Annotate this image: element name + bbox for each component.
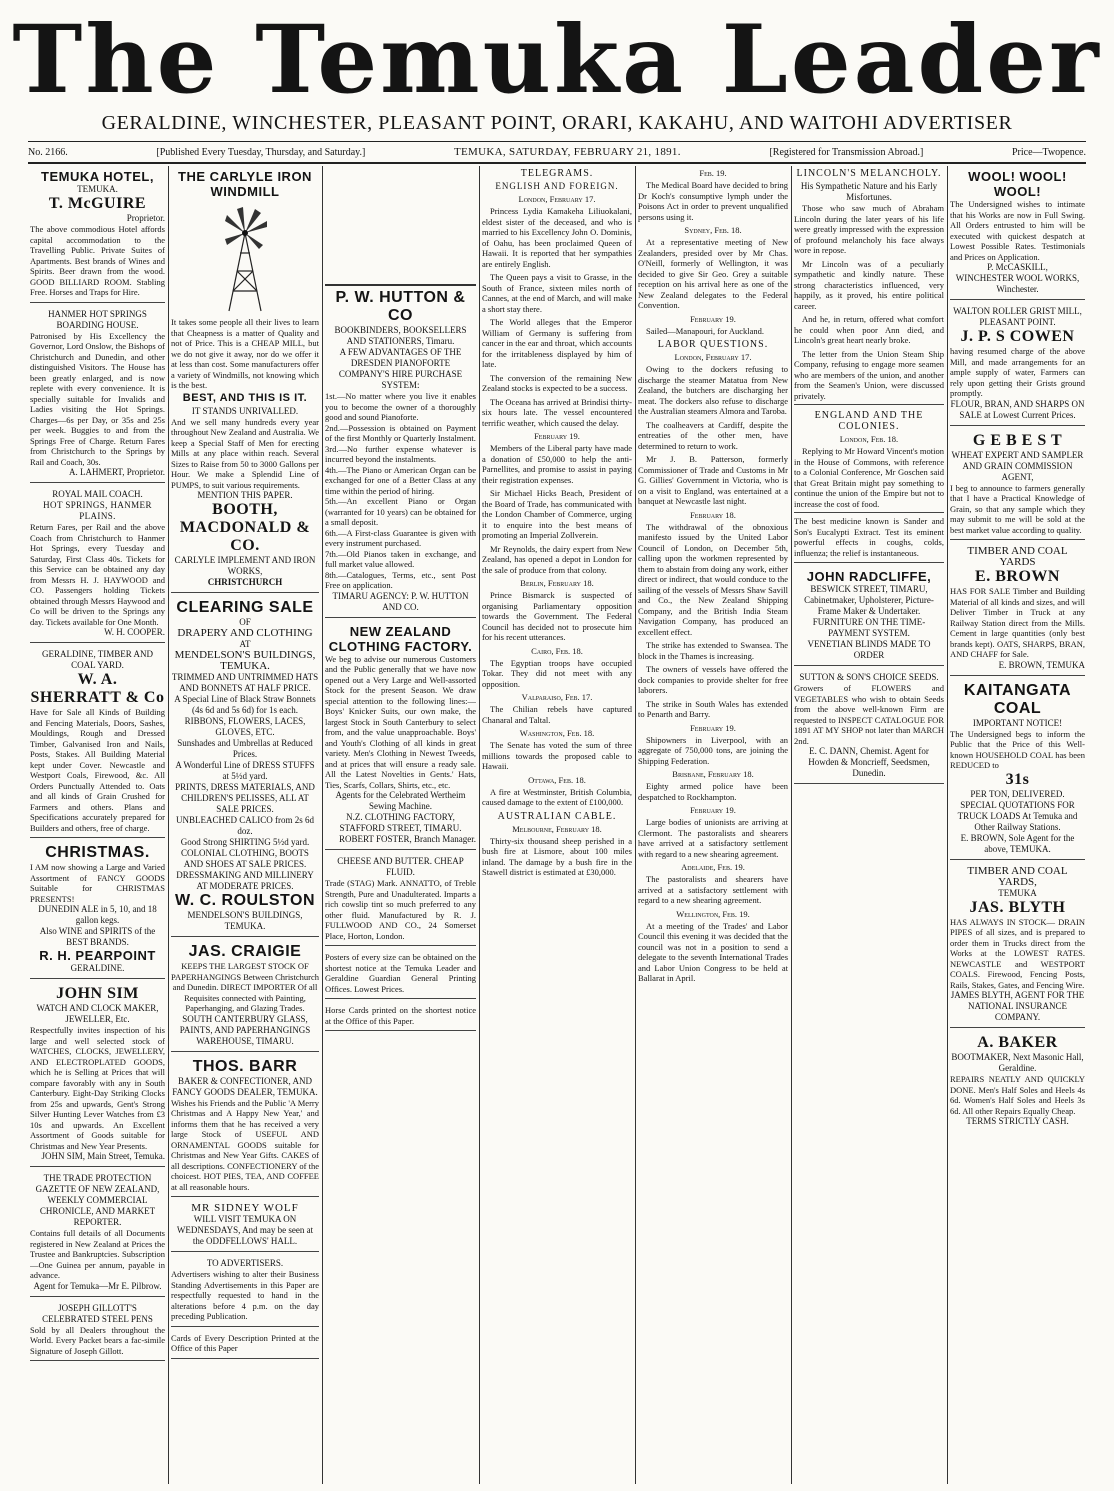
sale-item: PRINTS, DRESS MATERIALS, AND CHILDREN'S PELISSES, ALL AT SALE PRICES.: [175, 782, 315, 814]
hutton-item: 8th.—Catalogues, Terms, etc., sent Post Free on application.: [325, 569, 476, 590]
ad-heading: THOS. BARR: [192, 1057, 298, 1075]
ad-body: The Undersigned wishes to intimate that his Works are now in Full Swing. All Orders entrusted to him will be executed with quickest despatch at Lowest Possible Rates. Testimonials and Prices on Application.: [950, 199, 1085, 262]
lincoln-article: [794, 168, 944, 401]
column-5: [638, 166, 788, 1484]
sanders-eucalypti-ad: [794, 512, 944, 563]
newspaper-subtitle: GERALDINE, WINCHESTER, PLEASANT POINT, ORARI, KAKAHU, AND WAITOHI ADVERTISER: [101, 112, 1013, 134]
story-text: The strike has extended to Swansea. The block in the Thames is increasing.: [638, 640, 788, 661]
windmill-ad-continuation: [325, 166, 476, 284]
ad-body: The best medicine known is Sander and Son's Eucalypti Extract. Test its eminent powerful effects in coughs, colds, influenza; the relief is instantaneous.: [794, 516, 944, 558]
ad-body: Sold by all Dealers throughout the World. Every Packet bears a fac-simile Signature of Joseph Gillott.: [30, 1324, 165, 1356]
article-paragraph: The letter from the Union Steam Ship Company, refusing to engage more seamen who are members of the union, and another from the Seamen's Union, were discussed privately.: [794, 348, 944, 401]
column-divider: [168, 166, 169, 1484]
ad-body: Contains full details of all Documents registered in New Zealand at Prices the Trustee and Bankruptcies. Subscription—One Guinea per annum, payable in advance.: [30, 1228, 165, 1280]
to-advertisers-notice: [171, 1255, 319, 1327]
cheese-butter-ad: [325, 853, 476, 946]
story-dateline: Ottawa, Feb. 18.: [528, 774, 586, 785]
ad-place: SOUTH CANTERBURY GLASS, PAINTS, AND PAPERHANGINGS WAREHOUSE, TIMARU.: [179, 1013, 311, 1046]
ad-note: MENTION THIS PAPER.: [197, 490, 293, 500]
story-dateline: February 19.: [690, 722, 736, 733]
ad-owner: JAS. BLYTH: [969, 898, 1066, 916]
kaitangata-coal-ad: [950, 679, 1085, 860]
dateline: [28, 143, 1086, 161]
ad-notice: IMPORTANT NOTICE!: [972, 717, 1063, 728]
cards-notice: [171, 1330, 319, 1359]
ad-heading: KAITANGATA COAL: [963, 681, 1072, 717]
story-dateline: Adelaide, Feb. 19.: [681, 862, 745, 872]
column-1: [30, 166, 165, 1484]
ad-heading: TIMBER AND COAL YARDS: [967, 545, 1068, 568]
ad-company: BOOTH, MACDONALD & CO.: [179, 501, 311, 554]
ad-name: N.Z. CLOTHING FACTORY,: [346, 812, 455, 822]
story-text: The pastoralists and shearers have arrived at a satisfactory settlement with regard to a new shearing agreement.: [638, 874, 788, 905]
ad-subheading: WATCH AND CLOCK MAKER, JEWELLER, Etc.: [36, 1003, 159, 1024]
ad-owner: E. BROWN: [975, 568, 1060, 585]
story-text: At a meeting of the Trades' and Labor Council this evening it was decided that the council was not in a position to send a delegate to the seventh International Trades and Labor Union Congress to be held at Ballarat in April.: [638, 920, 788, 983]
story-text: The Senate has voted the sum of three millions towards the proposed cable to Hawaii.: [482, 740, 632, 771]
ad-owner: E. C. DANN, Chemist. Agent for Howden & Moncrieff, Seedsmen, Dunedin.: [808, 746, 930, 778]
ad-place: WINCHESTER WOOL WORKS, Winchester.: [955, 273, 1080, 294]
story-dateline: Sydney, Feb. 18.: [684, 225, 742, 235]
story-text: The Medical Board have decided to bring Dr Koch's consumptive lymph under the Poisons Act in order to prevent unqualified persons using it.: [638, 180, 788, 222]
story-text: The Egyptian troops have occupied Tokar. They did not meet with any opposition.: [482, 657, 632, 689]
ad-heading: TIMBER AND COAL YARDS,: [967, 864, 1068, 888]
hanmer-springs-ad: [30, 306, 165, 484]
ad-subheading: DRAPERY AND CLOTHING: [177, 627, 313, 639]
hutton-item: 5th.—An excellent Piano or Organ (warranted for 10 years) can be obtained for a small deposit.: [325, 496, 476, 527]
story-text: Prince Bismarck is suspected of organising Parliamentary opposition towards the Government. The Federal Council has decided not to prosecute him for his recent utterances.: [482, 590, 632, 642]
ad-body: Advertisers wishing to alter their Business Standing Advertisements in this Paper are respectfully requested to hand in the alterations before 4 p.m. on the day preceding Publication.: [171, 1269, 319, 1321]
royal-mail-coach-ad: [30, 486, 165, 643]
ad-body: Respectfully invites inspection of his large and well selected stock of WATCHES, CLOCKS, JEWELLERY, AND ELECTROPLATED GOODS, which he is Selling at Prices that will compare favorably with any in South Canterbury. Eight-Day Striking Clocks from 25s and upwards, Gent's Strong Silver Hunting Lever Watches from £3 10s and upwards. An Excellent Assortment of Goods suitable for Christmas and New Year Presents.: [30, 1025, 165, 1151]
newspaper-title: The Temuka Leader: [12, 5, 1102, 115]
ad-subheading: WHEAT EXPERT AND SAMPLER AND GRAIN COMMISSION AGENT,: [951, 449, 1084, 482]
ad-line: FLOUR, BRAN, AND SHARPS ON SALE at Lowest Current Prices.: [950, 398, 1085, 420]
story-text: Large bodies of unionists are arriving at Clermont. The pastoralists and shearers have arrived at a satisfactory settlement with regard to a new shearing agreement.: [638, 817, 788, 859]
story-text: Eighty armed police have been despatched to Rockhampton.: [638, 781, 788, 802]
ad-body: HAS FOR SALE Timber and Building Material of all kinds and sizes, and will Deliver Timber in Truck at any Railway Station direct from the Mills. Cement in large quantities (only best brands kept). OATS, SHARPS, BRAN, AND CHAFF for Sale.: [950, 586, 1085, 659]
ad-place: GERALDINE.: [70, 963, 125, 973]
ad-heading: THE TRADE PROTECTION GAZETTE OF NEW ZEALAND, WEEKLY COMMERCIAL CHRONICLE, AND MARKET REPORTER.: [35, 1173, 160, 1227]
publication-days: [Published Every Tuesday, Thursday, and Saturday.]: [156, 146, 366, 158]
article-heading: ENGLAND AND THE COLONIES.: [814, 410, 924, 432]
story-dateline: February 18.: [690, 509, 736, 520]
ad-owner: A. LAHMERT, Proprietor.: [68, 467, 165, 477]
sale-item: TRIMMED AND UNTRIMMED HATS AND BONNETS AT HALF PRICE.: [171, 672, 319, 693]
story-dateline: London, February 17.: [518, 194, 596, 204]
masthead-rule: [28, 141, 1086, 142]
article-heading: LINCOLN'S MELANCHOLY.: [796, 168, 942, 179]
wool-ad: [950, 166, 1085, 300]
story-dateline: Valparaiso, Feb. 17.: [521, 692, 593, 702]
ad-body: The above commodious Hotel affords capital accommodation to the Travelling Public. Private Suites of Apartments. Best brands of Wines and Spirits. Beer drawn from the wood. GOOD BILLIARD ROOM. Stabling Free. Horses and Traps for Hire.: [30, 224, 165, 297]
e-brown-timber-ad: [950, 543, 1085, 676]
telegram-stories: [482, 194, 632, 878]
a-baker-ad: [950, 1031, 1085, 1131]
sale-item: A Wonderful Line of DRESS STUFFS at 5½d yard.: [175, 760, 315, 781]
sale-item: Sunshades and Umbrellas at Reduced Prices.: [177, 738, 313, 759]
column-divider: [947, 166, 948, 1484]
ad-owner: W. H. COOPER.: [104, 627, 165, 637]
story-text: Mr J. B. Patterson, formerly Commissioner of Trade and Customs in Mr G. Gillies' Government in Victoria, who is on a visit to England, was entertained at a banquet at Newcastle last night.: [638, 454, 788, 506]
column-divider: [791, 166, 792, 1484]
nz-clothing-factory-ad: [325, 621, 476, 851]
ad-owner: J. P. S COWEN: [960, 328, 1075, 345]
story-text: The Chilian rebels have captured Chanaral and Taltal.: [482, 704, 632, 725]
sale-item: A Special Line of Black Straw Bonnets (4s 6d and 5s 6d) for 1s each.: [174, 694, 316, 715]
ad-subheading: BAKER & CONFECTIONER, AND FANCY GOODS DEALER, TEMUKA.: [172, 1075, 318, 1097]
hutton-item: 2nd.—Possession is obtained on Payment of the first Monthly or Quarterly Instalment.: [325, 422, 476, 443]
ad-body: The Undersigned begs to inform the Public that the Price of this Well-known HOUSEHOLD COAL has been REDUCED to: [950, 728, 1085, 770]
ad-place: TEMUKA.: [77, 184, 118, 194]
john-radcliffe-ad: [794, 566, 944, 666]
sale-item: UNBLEACHED CALICO from 2s 6d doz.: [176, 815, 314, 836]
ad-line: SPECIAL QUOTATIONS FOR TRUCK LOADS At Temuka and Other Railway Stations.: [957, 799, 1078, 832]
thos-barr-ad: [171, 1055, 319, 1198]
ad-agent: Agents for the Celebrated Wertheim Sewing Machine.: [335, 790, 466, 811]
ad-body: Growers of FLOWERS and VEGETABLES who wish to obtain Seeds from the above well-known Firm are requested to INSPECT CATALOGUE FOR 1891 AT MY SHOP not later than MARCH 2nd.: [794, 683, 944, 746]
column-2: [171, 166, 319, 1484]
ad-heading: JOHN RADCLIFFE,: [806, 569, 932, 584]
story-dateline: Cairo, Feb. 18.: [531, 645, 583, 656]
jas-blyth-ad: [950, 863, 1085, 1029]
price: Price—Twopence.: [1011, 146, 1086, 158]
article-paragraph: Replying to Mr Howard Vincent's motion in the House of Commons, with reference to a Colonial Conference, Mr Goschen said that Great Britain might pay something to continue the union of the Empire but not to increase the cost of food.: [794, 446, 944, 509]
ad-heading: WALTON ROLLER GRIST MILL, PLEASANT POINT.: [953, 306, 1082, 327]
ad-body: It takes some people all their lives to learn that Cheapness is a matter of Quality and not of Price. This is a CHEAP MILL, but we do not give it away, nor do we offer it at less than cost. Some manufacturers offer a variety of Windmills, not knowing which is the best.: [171, 317, 319, 390]
ad-agent: Agent for Temuka—Mr E. Pilbrow.: [33, 1280, 162, 1291]
ad-owner: JOHN SIM, Main Street, Temuka.: [41, 1151, 165, 1161]
ad-body: Wishes his Friends and the Public 'A Merry Christmas and A Happy New Year,' and informs them that he has received a very large Stock of USEFUL AND ORNAMENTAL GOODS suitable for Christmas and New Year Gifts. CAKES of all descriptions. CONFECTIONERY of the choicest. HOT PIES, TEA, AND COFFEE at all reasonable hours.: [171, 1097, 319, 1192]
ad-heading: JAS. CRAIGIE: [188, 943, 302, 960]
temuka-hotel-ad: [30, 166, 165, 303]
story-dateline: February 19.: [690, 313, 736, 324]
story-dateline: Wellington, Feb. 19.: [676, 908, 750, 919]
column-divider: [635, 166, 636, 1484]
ad-heading: JOHN SIM: [56, 985, 139, 1002]
john-sim-ad: [30, 982, 165, 1167]
ad-slogan: BEST, AND THIS IS IT.: [182, 391, 308, 404]
ad-heading: CLEARING SALE: [176, 599, 314, 616]
ad-body: having resumed charge of the above Mill, and made arrangements for an ample supply of water, Farmers can rely upon getting their Grists ground promptly.: [950, 346, 1085, 398]
ad-body: WILL VISIT TEMUKA ON WEDNESDAYS, And may be seen at the ODDFELLOWS' HALL.: [176, 1214, 314, 1246]
issue-number: No. 2166.: [28, 146, 68, 158]
ad-heading: SUTTON & SON'S CHOICE SEEDS.: [799, 672, 939, 682]
story-text: Sir Michael Hicks Beach, President of the Board of Trade, has communicated with the London Chamber of Commerce, urging it to enquire into the best means of promoting an Imperial Zollverein.: [482, 488, 632, 540]
ad-line: VENETIAN BLINDS MADE TO ORDER: [807, 639, 931, 660]
ad-owner: P. McCASKILL,: [987, 262, 1048, 272]
story-dateline: Feb. 19.: [699, 168, 727, 178]
ad-body: I AM now showing a Large and Varied Assortment of FANCY GOODS Suitable for CHRISTMAS PRESENTS!: [30, 862, 165, 904]
ge-best-ad: [950, 429, 1085, 541]
posters-notice: [325, 949, 476, 999]
windmill-illustration: [215, 203, 275, 313]
ad-place: CHRISTCHURCH: [207, 577, 283, 587]
hutton-item: 4th.—The Piano or American Organ can be exchanged for one of a Better Class at any time within the period of hiring.: [325, 464, 476, 496]
story-dateline: London, February 17.: [674, 352, 752, 362]
news-stories: [638, 168, 788, 984]
sutton-seeds-ad: [794, 669, 944, 784]
story-text: The World alleges that the Emperor William of Germany is suffering from cancer in the ear and throat, which accounts for the irritableness displayed by him of late.: [482, 317, 632, 369]
ad-heading: G E B E S T: [972, 431, 1063, 449]
christmas-ad: [30, 841, 165, 979]
ad-heading: P. W. HUTTON & CO: [335, 289, 466, 324]
ad-line: DUNEDIN ALE in 5, 10, and 18 gallon kegs.: [38, 904, 157, 925]
horse-cards-notice: [325, 1002, 476, 1031]
ad-body: I beg to announce to farmers generally that I have a Practical Knowledge of Grain, so that any sample which they may submit to me will be sold at the best market value according to quality.: [950, 482, 1085, 535]
story-text: Members of the Liberal party have made a donation of £50,000 to help the anti-Parnellites, and promise to assist in paying their registration expenses.: [482, 443, 632, 485]
ad-body: HAS ALWAYS IN STOCK— DRAIN PIPES of all sizes, and is prepared to order them in Trucks direct from the Works at the LOWEST RATES. NEWCASTLE and WESTPORT COALS. Firewood, Fencing Posts, Rails, Stakes, Gates, and Fencing Wire.: [950, 916, 1085, 990]
column-divider: [322, 166, 323, 1484]
hutton-item: 1st.—No matter where you live it enables you to become the owner of a thoroughly good and sound Pianoforte.: [325, 391, 476, 422]
ad-body: Horse Cards printed on the shortest notice at the Office of this Paper.: [325, 1005, 476, 1026]
ad-heading: MR SIDNEY WOLF: [191, 1202, 299, 1214]
article-paragraph: Those who saw much of Abraham Lincoln during the later years of his life were greatly impressed with the expression of profound melancholy his face always wore in repose.: [794, 203, 944, 255]
section-heading: TELEGRAMS.: [520, 168, 594, 179]
sale-item: DRESSMAKING AND MILLINERY AT MODERATE PRICES.: [176, 870, 314, 891]
issue-date: TEMUKA, SATURDAY, FEBRUARY 21, 1891.: [454, 146, 681, 158]
trade-gazette-ad: [30, 1170, 165, 1297]
ad-agent: E. BROWN, Sole Agent for the above, TEMUKA.: [960, 832, 1075, 854]
story-text: Princess Lydia Kamakeha Liliuokalani, eldest sister of the deceased, and who is married to his Excellency John O. Dominis, of Oahu, has been proclaimed Queen of Hawaii. It is reported that her sympathies are entirely English.: [482, 206, 632, 269]
ad-heading: GERALDINE, TIMBER AND COAL YARD.: [41, 649, 154, 670]
story-text: The conversion of the remaining New Zealand stocks is expected to be a success.: [482, 372, 632, 393]
ad-unit: PER TON, DELIVERED.: [970, 788, 1065, 799]
ad-line: FURNITURE ON THE TIME-PAYMENT SYSTEM.: [812, 617, 926, 638]
ad-body: Patronised by His Excellency the Governor, Lord Onslow, the Bishops of Christchurch and Dunedin, and other distinguished Visitors. The House has been greatly enlarged, and is now replete with every convenience. It is specially suitable for Invalids and Ladies visiting the Hot Springs. Charges—6s per Day, or 35s and 25s per week. Buggies to and from the Springs Free of Charge. Return Fares from Christchurch to the Springs by Rail and Coach, 30s.: [30, 330, 165, 467]
ad-role: Proprietor.: [126, 213, 165, 223]
ad-heading: CHRISTMAS.: [45, 844, 150, 861]
ad-place: TEMUKA: [998, 887, 1037, 898]
colonies-article: [794, 404, 944, 509]
ad-place: BESWICK STREET, TIMARU,: [810, 584, 928, 594]
ad-heading: TEMUKA HOTEL,: [41, 169, 154, 184]
article-subheading: His Sympathetic Nature and his Early Misfortunes.: [800, 181, 938, 202]
registration-note: [Registered for Transmission Abroad.]: [769, 146, 924, 158]
ad-owner: R. H. PEARPOINT: [39, 948, 156, 963]
ad-subheading: BOOKBINDERS, BOOKSELLERS AND STATIONERS, Timaru.: [334, 325, 467, 346]
ad-slogan: IT STANDS UNRIVALLED.: [191, 405, 299, 416]
ad-of: OF: [239, 617, 251, 627]
ad-body: We beg to advise our numerous Customers and the Public generally that we have now opened out a Very Large and Well-assorted Stock for the present Season. We draw special attention to the following lines:— Boys' Knicker Suits, our own make, the largest Stock in South Canterbury to select from, and the value unapproachable. Boys' and Youth's Clothing of all kinds in great variety. Men's Clothing in Newest Tweeds, and at prices that will ensure a ready sale. All the Latest Novelties in Gents.' Hats, Ties, Scarfs, Collars, Shirts, etc., etc.: [325, 653, 476, 790]
ad-body: And we sell many hundreds every year throughout New Zealand and Australia. We keep a Special Staff of Men for erecting Mills at any place within reach. Several Sizes to Raise from 50 to 3000 Gallons per Hour. We make a Splendid Line of PUMPS, to suit various requirements.: [171, 416, 319, 490]
sale-item: Good Strong SHIRTING 5½d yard.: [180, 837, 310, 847]
ad-agent: JAMES BLYTH, AGENT FOR THE NATIONAL INSURANCE COMPANY.: [950, 990, 1085, 1022]
story-dateline: Melbourne, February 18.: [512, 823, 602, 834]
ad-heading: WOOL! WOOL! WOOL!: [968, 169, 1067, 199]
ad-body: Trade (STAG) Mark. ANNATTO, of Treble Strength, Pure and Unadulterated. Imparts a rich cowslip tint so much preferred to any other fluid. Manufactured by R. J. FULLWOOD AND CO., 24 Somerset Place, Horton, London.: [325, 878, 476, 941]
section-heading: AUSTRALIAN CABLE.: [497, 810, 617, 822]
story-text: The Oceana has arrived at Brindisi thirty-six hours late. The vessel encountered terrific weather, which caused the delay.: [482, 396, 632, 428]
ad-body: Return Fares, per Rail and the above Coach from Christchurch to Hanmer Hot Springs, every Tuesday and Saturday, First Class 40s. Tickets for this Service can be obtained any day from Messrs H. J. HAYWOOD and CO. Passengers holding Tickets obtained through Messrs Haywood and Co will be driven to the Springs any day. Tickets available for One Month.: [30, 522, 165, 627]
ad-place: STAFFORD STREET, TIMARU.: [339, 823, 462, 833]
ad-heading: THE CARLYLE IRON WINDMILL: [178, 169, 312, 199]
ad-at: AT: [239, 639, 251, 649]
section-subheading: ENGLISH AND FOREIGN.: [495, 181, 619, 191]
story-text: A fire at Westminster, British Columbia, caused damage to the extent of £100,000.: [482, 786, 632, 807]
story-text: The owners of vessels have offered the dock companies to provide shelter for free laborers.: [638, 664, 788, 695]
ad-heading: ROYAL MAIL COACH.: [52, 489, 143, 499]
ad-subheading: CARLYLE IMPLEMENT AND IRON WORKS,: [174, 555, 316, 576]
ad-body: KEEPS THE LARGEST STOCK OF PAPERHANGINGS Between Christchurch and Dunedin. DIRECT IMPORTER Of all Requisites connected with Painting, Paperhanging, and Glazing Trades.: [171, 961, 319, 1013]
story-text: The strike in South Wales has extended to Penarth and Barry.: [638, 698, 788, 719]
story-dateline: Berlin, February 18.: [520, 578, 594, 588]
walton-mill-ad: [950, 303, 1085, 426]
ad-price: 31s: [1005, 770, 1030, 788]
hutton-item: 6th.—A First-class Guarantee is given with every instrument purchased.: [325, 527, 476, 548]
ad-intro: A FEW ADVANTAGES OF THE DRESDEN PIANOFORTE COMPANY'S HIRE PURCHASE SYSTEM:: [338, 347, 463, 390]
ad-terms: TERMS STRICTLY CASH.: [966, 1116, 1069, 1126]
geraldine-timber-ad: [30, 646, 165, 838]
ad-place: MENDELSON'S BUILDINGS, TEMUKA.: [174, 649, 316, 672]
carlyle-windmill-ad: [171, 166, 319, 593]
story-dateline: February 19.: [534, 431, 580, 441]
ad-body: Cabinetmaker, Upholsterer, Picture-Frame Maker & Undertaker.: [804, 595, 934, 616]
ad-heading: NEW ZEALAND CLOTHING FACTORY.: [328, 623, 473, 654]
story-text: The coalheavers at Cardiff, despite the entreaties of the other men, have determined to return to work.: [638, 419, 788, 451]
ad-subheading: HOT SPRINGS, HANMER PLAINS.: [43, 500, 152, 521]
story-dateline: London, Feb. 18.: [839, 434, 899, 444]
ad-body: Have for Sale all Kinds of Building and Fencing Materials, Doors, Sashes, Mouldings, Rough and Dressed Timber, Galvanised Iron and Nails, Posts, Stakes. All Building Material kept under Cover. Newcastle and Westport Coals, Firewood, &c. All Orders Punctually Attended to. Oats and all kinds of Grain Crushed for Farmers and others. Plans and Specifications accurately prepared for Builders and others, free of charge.: [30, 707, 165, 833]
sidney-wolf-ad: [171, 1200, 319, 1252]
story-text: Shipowners in Liverpool, with an aggregate of 750,000 tons, are joining the Shipping Federation.: [638, 734, 788, 766]
ad-sign: E. BROWN, TEMUKA: [998, 659, 1085, 670]
ad-body: Posters of every size can be obtained on the shortest notice at the Temuka Leader and Geraldine Guardian General Printing Offices. Lowest Prices.: [325, 952, 476, 994]
ad-owner: T. McGUIRE: [48, 195, 147, 212]
clearing-sale-ad: [171, 596, 319, 937]
sale-item: COLONIAL CLOTHING, BOOTS AND SHOES AT SALE PRICES.: [181, 848, 309, 869]
column-6: [794, 166, 944, 1484]
article-paragraph: Mr Lincoln was of a peculiarly sympathetic and kindly nature. These strong characteristics influenced, very happily, as it proved, his entire political career.: [794, 258, 944, 311]
ad-owner: W. C. ROULSTON: [174, 892, 316, 909]
jas-craigie-ad: [171, 940, 319, 1052]
column-4: [482, 166, 632, 1484]
ad-heading: TO ADVERTISERS.: [206, 1258, 284, 1268]
story-text: Mr Reynolds, the dairy expert from New Zealand, has opened a depot in London for the sale of produce from that colony.: [482, 543, 632, 575]
story-text: The Queen pays a visit to Grasse, in the South of France, sixteen miles north of Cannes, at the end of March, and will make a short stay there.: [482, 272, 632, 314]
gillott-pens-ad: [30, 1300, 165, 1362]
ad-heading: CHEESE AND BUTTER. CHEAP FLUID.: [337, 856, 464, 877]
ad-heading: A. BAKER: [977, 1034, 1058, 1051]
ad-heading: JOSEPH GILLOTT'S CELEBRATED STEEL PENS: [42, 1302, 153, 1324]
hutton-ad: [325, 284, 476, 618]
column-3: [325, 166, 476, 1484]
column-divider: [479, 166, 480, 1484]
masthead: [0, 0, 1114, 150]
ad-owner: W. A. SHERRATT & Co: [30, 671, 165, 706]
ad-agent: TIMARU AGENCY: P. W. HUTTON AND CO.: [332, 590, 469, 612]
hutton-item: 7th.—Old Pianos taken in exchange, and full market value allowed.: [325, 548, 476, 569]
ad-place: MENDELSON'S BUILDINGS, TEMUKA.: [187, 910, 303, 931]
story-text: Owing to the dockers refusing to discharge the steamer Matatua from New Zealand, the butchers are discharging her meat. The dockers also refuse to discharge the Australian steamers Almora and Taroba.: [638, 364, 788, 416]
ad-heading: HANMER HOT SPRINGS BOARDING HOUSE.: [48, 308, 147, 330]
ad-body: Cards of Every Description Printed at the Office of this Paper: [171, 1332, 319, 1353]
section-heading: LABOR QUESTIONS.: [657, 339, 769, 350]
story-text: Thirty-six thousand sheep perished in a bush fire at Lismore, about 100 miles inland. The damage by a bush fire in the Stawell district is estimated at £30,000.: [482, 835, 632, 877]
ad-line: Also WINE and SPIRITS of the BEST BRANDS.: [39, 926, 156, 947]
column-7: [950, 166, 1085, 1484]
story-text: Sailed—Manapouri, for Auckland.: [646, 325, 765, 336]
article-paragraph: And he, in return, offered what comfort he could when poor Ann died, and Lincoln's great heart nearly broke.: [794, 314, 944, 345]
dateline-rule: [28, 162, 1086, 164]
hutton-item: 3rd.—No further expense whatever is incurred beyond the instalments.: [325, 443, 476, 464]
story-dateline: Brisbane, February 18.: [672, 769, 754, 779]
story-dateline: February 19.: [690, 805, 736, 815]
ad-manager: ROBERT FOSTER, Branch Manager.: [338, 834, 476, 844]
ad-subheading: BOOTMAKER, Next Masonic Hall, Geraldine.: [951, 1052, 1084, 1073]
story-text: The withdrawal of the obnoxious manifesto issued by the United Labor Council of London, on December 5th, calling upon the workmen represented by them to abstain from doing any work, either direct or indirect, that would conduce to the sailing of the vessels of Messrs Shaw Savill and Co., the New Zealand Shipping Company, and the British India Steam Navigation Company, has produced an excellent effect.: [638, 521, 788, 637]
sale-item: RIBBONS, FLOWERS, LACES, GLOVES, ETC.: [184, 716, 306, 737]
story-dateline: Washington, Feb. 18.: [519, 728, 595, 738]
ad-body: REPAIRS NEATLY AND QUICKLY DONE. Men's Half Soles and Heels 4s 6d. Women's Half Soles and Heels 3s 6d. All other Repairs Equally Cheap.: [950, 1074, 1085, 1116]
story-text: At a representative meeting of New Zealanders, presided over by Mr Chas. O'Neill, formerly of Wellington, it was decided to give Sir Geo. Grey a suitable reception on his arrival here as one of the New Zealand delegates to the Federal Convention.: [638, 237, 788, 310]
